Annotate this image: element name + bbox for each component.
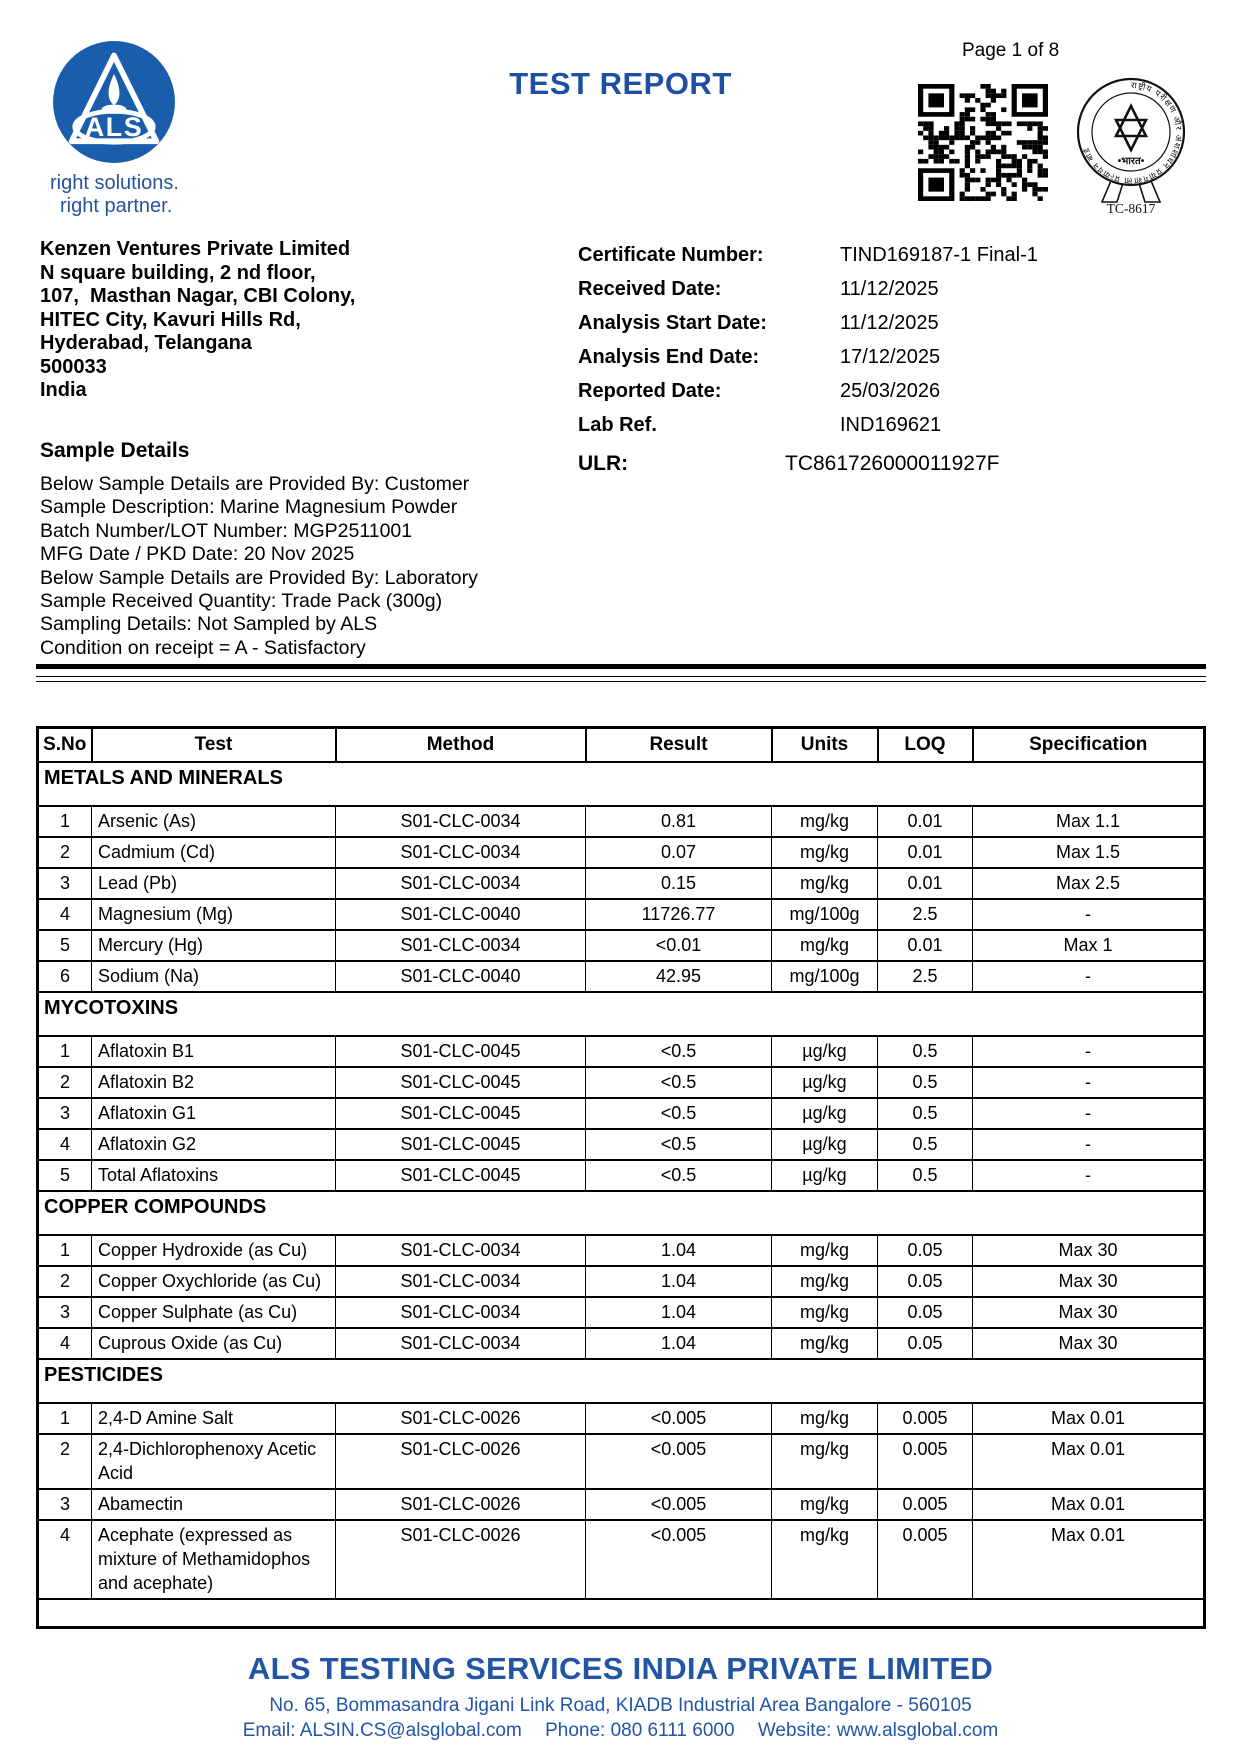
lab-email: Email: ALSIN.CS@alsglobal.com bbox=[242, 1720, 522, 1741]
certificate-field-label: Reported Date: bbox=[578, 380, 722, 402]
cell-loq: 0.01 bbox=[878, 837, 973, 868]
address-line: Kenzen Ventures Private Limited bbox=[40, 238, 351, 260]
results-header-row bbox=[38, 728, 1205, 763]
sample-detail-line: Sampling Details: Not Sampled by ALS bbox=[40, 613, 378, 636]
cell-units: mg/kg bbox=[772, 1328, 878, 1359]
nabl-seal bbox=[1068, 74, 1194, 214]
cell-sno: 4 bbox=[38, 899, 92, 930]
table-row bbox=[38, 1520, 1205, 1599]
cell-sno: 2 bbox=[38, 1434, 92, 1489]
cell-specification: - bbox=[973, 1098, 1205, 1129]
certificate-field-label: Lab Ref. bbox=[578, 414, 657, 436]
table-row bbox=[38, 1098, 1205, 1129]
table-row bbox=[38, 930, 1205, 961]
qr-code-icon bbox=[918, 84, 1048, 201]
cell-specification: - bbox=[973, 961, 1205, 992]
column-header: Specification bbox=[973, 728, 1205, 763]
cell-specification: Max 0.01 bbox=[973, 1434, 1205, 1489]
als-logo-text: ALS bbox=[84, 112, 144, 143]
cell-sno: 3 bbox=[38, 1297, 92, 1328]
cell-sno: 5 bbox=[38, 930, 92, 961]
page-number-label: Page 1 of 8 bbox=[962, 40, 1060, 61]
section-header-cell: PESTICIDES bbox=[38, 1359, 1205, 1403]
certificate-field-label: Analysis Start Date: bbox=[578, 312, 767, 334]
certificate-field-label: Analysis End Date: bbox=[578, 346, 760, 368]
cell-result: <0.005 bbox=[586, 1520, 772, 1599]
sample-detail-line: Below Sample Details are Provided By: Laboratory bbox=[40, 566, 478, 589]
tagline-line2: right partner. bbox=[60, 195, 173, 217]
cell-loq: 0.05 bbox=[878, 1235, 973, 1266]
cell-specification: - bbox=[973, 1129, 1205, 1160]
cell-specification: Max 0.01 bbox=[973, 1489, 1205, 1520]
table-row bbox=[38, 868, 1205, 899]
certificate-field-value: 25/03/2026 bbox=[840, 380, 941, 402]
cell-specification: Max 1.1 bbox=[973, 806, 1205, 837]
section-header-cell: COPPER COMPOUNDS bbox=[38, 1191, 1205, 1235]
cell-result: 0.81 bbox=[586, 806, 772, 837]
cell-test: Copper Oxychloride (as Cu) bbox=[92, 1266, 336, 1297]
lab-website: Website: www.alsglobal.com bbox=[757, 1720, 999, 1741]
cell-units: mg/kg bbox=[772, 837, 878, 868]
cell-specification: Max 1 bbox=[973, 930, 1205, 961]
cell-specification: Max 2.5 bbox=[973, 868, 1205, 899]
cell-loq: 0.5 bbox=[878, 1098, 973, 1129]
cell-units: mg/kg bbox=[772, 868, 878, 899]
cell-test: Lead (Pb) bbox=[92, 868, 336, 899]
cell-result: <0.5 bbox=[586, 1129, 772, 1160]
cell-specification: Max 30 bbox=[973, 1266, 1205, 1297]
certificate-field-label: Received Date: bbox=[578, 278, 722, 300]
cell-loq: 0.05 bbox=[878, 1266, 973, 1297]
cell-units: mg/kg bbox=[772, 1297, 878, 1328]
table-row bbox=[38, 1328, 1205, 1359]
table-row bbox=[38, 1235, 1205, 1266]
cell-units: µg/kg bbox=[772, 1036, 878, 1067]
cell-loq: 0.5 bbox=[878, 1067, 973, 1098]
cell-sno: 3 bbox=[38, 1098, 92, 1129]
cell-sno: 1 bbox=[38, 1403, 92, 1434]
address-line: 500033 bbox=[40, 355, 107, 378]
cell-specification: Max 30 bbox=[973, 1235, 1205, 1266]
cell-specification: - bbox=[973, 1036, 1205, 1067]
table-row bbox=[38, 1036, 1205, 1067]
lab-name: ALS TESTING SERVICES INDIA PRIVATE LIMITED bbox=[247, 1651, 994, 1686]
cell-test: Sodium (Na) bbox=[92, 961, 336, 992]
table-row bbox=[38, 1160, 1205, 1191]
cell-loq: 0.005 bbox=[878, 1434, 973, 1489]
cell-test: Aflatoxin B1 bbox=[92, 1036, 336, 1067]
cell-sno: 1 bbox=[38, 806, 92, 837]
cell-sno: 1 bbox=[38, 1036, 92, 1067]
section-header-row bbox=[38, 762, 1205, 806]
cell-result: 11726.77 bbox=[586, 899, 772, 930]
certificate-field-value: 17/12/2025 bbox=[840, 346, 941, 368]
lab-phone: Phone: 080 6111 6000 bbox=[545, 1720, 735, 1741]
column-header: Result bbox=[586, 728, 772, 763]
sample-details-lines bbox=[40, 473, 478, 660]
cell-test: Cuprous Oxide (as Cu) bbox=[92, 1328, 336, 1359]
certificate-field-value: 11/12/2025 bbox=[840, 312, 939, 334]
cell-units: mg/kg bbox=[772, 1520, 878, 1599]
cell-units: mg/kg bbox=[772, 930, 878, 961]
section-header-cell: METALS AND MINERALS bbox=[38, 762, 1205, 806]
cell-result: 1.04 bbox=[586, 1235, 772, 1266]
cell-method: S01-CLC-0045 bbox=[336, 1129, 586, 1160]
customer-address bbox=[40, 238, 355, 403]
cell-method: S01-CLC-0045 bbox=[336, 1160, 586, 1191]
cell-method: S01-CLC-0040 bbox=[336, 961, 586, 992]
certificate-info bbox=[578, 238, 1038, 442]
sample-details-heading: Sample Details bbox=[40, 439, 190, 462]
report-title: TEST REPORT bbox=[509, 66, 732, 101]
cell-result: 0.07 bbox=[586, 837, 772, 868]
seal-certificate-code: TC-8617 bbox=[1106, 201, 1156, 214]
cell-specification: Max 30 bbox=[973, 1297, 1205, 1328]
section-header-cell: MYCOTOXINS bbox=[38, 992, 1205, 1036]
cell-test: Aflatoxin G1 bbox=[92, 1098, 336, 1129]
cell-specification: - bbox=[973, 899, 1205, 930]
empty-cell bbox=[38, 1599, 1205, 1628]
ulr-label: ULR: bbox=[578, 452, 629, 475]
cell-result: 0.15 bbox=[586, 868, 772, 899]
cell-method: S01-CLC-0034 bbox=[336, 1297, 586, 1328]
table-row bbox=[38, 806, 1205, 837]
cell-test: Cadmium (Cd) bbox=[92, 837, 336, 868]
column-header: Method bbox=[336, 728, 586, 763]
cell-test: Arsenic (As) bbox=[92, 806, 336, 837]
logo-tagline bbox=[50, 172, 179, 218]
cell-units: mg/kg bbox=[772, 1266, 878, 1297]
cell-result: <0.005 bbox=[586, 1489, 772, 1520]
cell-sno: 2 bbox=[38, 1067, 92, 1098]
cell-result: 1.04 bbox=[586, 1297, 772, 1328]
cell-sno: 3 bbox=[38, 1489, 92, 1520]
section-header-row bbox=[38, 1191, 1205, 1235]
certificate-field-value: IND169621 bbox=[840, 414, 942, 436]
lab-contact bbox=[0, 1720, 1241, 1742]
cell-units: mg/kg bbox=[772, 1235, 878, 1266]
cell-loq: 0.5 bbox=[878, 1160, 973, 1191]
sample-details-section bbox=[40, 438, 478, 660]
cell-units: mg/kg bbox=[772, 1489, 878, 1520]
cell-result: <0.005 bbox=[586, 1434, 772, 1489]
nabl-seal-icon bbox=[1068, 74, 1194, 214]
cell-sno: 4 bbox=[38, 1129, 92, 1160]
section-header-row bbox=[38, 1359, 1205, 1403]
cell-loq: 0.05 bbox=[878, 1297, 973, 1328]
address-line: Hyderabad, Telangana bbox=[40, 332, 252, 354]
certificate-field-value: TIND169187-1 Final-1 bbox=[840, 244, 1038, 266]
cell-specification: Max 0.01 bbox=[973, 1520, 1205, 1599]
column-header: Test bbox=[92, 728, 336, 763]
cell-specification: - bbox=[973, 1067, 1205, 1098]
cell-test: Abamectin bbox=[92, 1489, 336, 1520]
results-table bbox=[36, 726, 1206, 1629]
cell-result: <0.005 bbox=[586, 1403, 772, 1434]
cell-method: S01-CLC-0034 bbox=[336, 1266, 586, 1297]
cell-result: <0.01 bbox=[586, 930, 772, 961]
cell-sno: 4 bbox=[38, 1328, 92, 1359]
certificate-field-value: 11/12/2025 bbox=[840, 278, 939, 300]
cell-sno: 6 bbox=[38, 961, 92, 992]
empty-row bbox=[38, 1599, 1205, 1628]
cell-test: Copper Sulphate (as Cu) bbox=[92, 1297, 336, 1328]
section-header-row bbox=[38, 992, 1205, 1036]
cell-sno: 1 bbox=[38, 1235, 92, 1266]
cell-sno: 2 bbox=[38, 837, 92, 868]
sample-detail-line: MFG Date / PKD Date: 20 Nov 2025 bbox=[40, 543, 355, 566]
cell-units: µg/kg bbox=[772, 1129, 878, 1160]
cell-sno: 3 bbox=[38, 868, 92, 899]
tagline-line1: right solutions. bbox=[50, 172, 179, 194]
address-line: N square building, 2 nd floor, bbox=[40, 261, 316, 284]
cell-loq: 0.5 bbox=[878, 1036, 973, 1067]
divider-thin bbox=[36, 676, 1206, 682]
cell-method: S01-CLC-0026 bbox=[336, 1520, 586, 1599]
cell-method: S01-CLC-0040 bbox=[336, 899, 586, 930]
cell-loq: 0.01 bbox=[878, 806, 973, 837]
cell-method: S01-CLC-0034 bbox=[336, 1235, 586, 1266]
cell-result: 1.04 bbox=[586, 1266, 772, 1297]
cell-units: µg/kg bbox=[772, 1160, 878, 1191]
cell-sno: 2 bbox=[38, 1266, 92, 1297]
certificate-field-label: Certificate Number: bbox=[578, 244, 764, 266]
cell-units: mg/100g bbox=[772, 961, 878, 992]
sample-detail-line: Condition on receipt = A - Satisfactory bbox=[40, 636, 366, 659]
table-row bbox=[38, 1297, 1205, 1328]
cell-method: S01-CLC-0026 bbox=[336, 1489, 586, 1520]
cell-loq: 0.01 bbox=[878, 868, 973, 899]
cell-method: S01-CLC-0045 bbox=[336, 1036, 586, 1067]
cell-test: Aflatoxin G2 bbox=[92, 1129, 336, 1160]
cell-result: 42.95 bbox=[586, 961, 772, 992]
cell-method: S01-CLC-0026 bbox=[336, 1403, 586, 1434]
cell-loq: 2.5 bbox=[878, 961, 973, 992]
cell-units: mg/kg bbox=[772, 806, 878, 837]
lab-footer bbox=[0, 1652, 1241, 1742]
table-row bbox=[38, 1489, 1205, 1520]
cell-test: Mercury (Hg) bbox=[92, 930, 336, 961]
cell-units: mg/kg bbox=[772, 1434, 878, 1489]
address-line: India bbox=[40, 379, 87, 401]
sample-detail-line: Batch Number/LOT Number: MGP2511001 bbox=[40, 519, 413, 542]
cell-sno: 5 bbox=[38, 1160, 92, 1191]
cell-result: <0.5 bbox=[586, 1160, 772, 1191]
table-row bbox=[38, 1403, 1205, 1434]
cell-method: S01-CLC-0045 bbox=[336, 1067, 586, 1098]
cell-loq: 2.5 bbox=[878, 899, 973, 930]
als-logo-icon bbox=[52, 40, 176, 164]
seal-country-text: •भारत• bbox=[1117, 156, 1145, 167]
cell-result: <0.5 bbox=[586, 1098, 772, 1129]
cell-units: mg/kg bbox=[772, 1403, 878, 1434]
cell-specification: Max 30 bbox=[973, 1328, 1205, 1359]
cell-specification: Max 1.5 bbox=[973, 837, 1205, 868]
table-row bbox=[38, 1434, 1205, 1489]
table-row bbox=[38, 837, 1205, 868]
cell-units: mg/100g bbox=[772, 899, 878, 930]
cell-loq: 0.005 bbox=[878, 1520, 973, 1599]
cell-loq: 0.005 bbox=[878, 1403, 973, 1434]
sample-detail-line: Sample Description: Marine Magnesium Powder bbox=[40, 496, 458, 519]
address-line: HITEC City, Kavuri Hills Rd, bbox=[40, 308, 301, 331]
lab-address: No. 65, Bommasandra Jigani Link Road, KIADB Industrial Area Bangalore - 560105 bbox=[269, 1695, 972, 1716]
cell-specification: Max 0.01 bbox=[973, 1403, 1205, 1434]
column-header: Units bbox=[772, 728, 878, 763]
als-logo bbox=[52, 40, 176, 164]
seal-ring-text: राष्ट्रीय परीक्षण और अंशशोधन प्रयोगशाला प्रत्यायन बोर्ड bbox=[1080, 79, 1185, 187]
table-row bbox=[38, 1266, 1205, 1297]
cell-specification: - bbox=[973, 1160, 1205, 1191]
table-row bbox=[38, 1067, 1205, 1098]
sample-detail-line: Sample Received Quantity: Trade Pack (300g) bbox=[40, 590, 443, 613]
cell-result: 1.04 bbox=[586, 1328, 772, 1359]
cell-result: <0.5 bbox=[586, 1036, 772, 1067]
cell-units: µg/kg bbox=[772, 1067, 878, 1098]
cell-method: S01-CLC-0034 bbox=[336, 1328, 586, 1359]
column-header: S.No bbox=[38, 728, 92, 763]
table-row bbox=[38, 1129, 1205, 1160]
cell-test: 2,4-D Amine Salt bbox=[92, 1403, 336, 1434]
cell-loq: 0.01 bbox=[878, 930, 973, 961]
cell-test: Copper Hydroxide (as Cu) bbox=[92, 1235, 336, 1266]
cell-test: Total Aflatoxins bbox=[92, 1160, 336, 1191]
sample-detail-line: Below Sample Details are Provided By: Customer bbox=[40, 473, 470, 495]
cell-method: S01-CLC-0045 bbox=[336, 1098, 586, 1129]
ulr-value: TC861726000011927F bbox=[785, 452, 1000, 475]
cell-result: <0.5 bbox=[586, 1067, 772, 1098]
table-row bbox=[38, 961, 1205, 992]
address-line: 107, Masthan Nagar, CBI Colony, bbox=[40, 285, 356, 307]
cell-method: S01-CLC-0026 bbox=[336, 1434, 586, 1489]
cell-method: S01-CLC-0034 bbox=[336, 806, 586, 837]
cell-method: S01-CLC-0034 bbox=[336, 868, 586, 899]
cell-method: S01-CLC-0034 bbox=[336, 930, 586, 961]
ulr-row bbox=[578, 452, 999, 476]
cell-sno: 4 bbox=[38, 1520, 92, 1599]
cell-test: Magnesium (Mg) bbox=[92, 899, 336, 930]
cell-test: 2,4-Dichlorophenoxy Acetic Acid bbox=[92, 1434, 336, 1489]
table-row bbox=[38, 899, 1205, 930]
cell-test: Aflatoxin B2 bbox=[92, 1067, 336, 1098]
column-header: LOQ bbox=[878, 728, 973, 763]
cell-loq: 0.05 bbox=[878, 1328, 973, 1359]
cell-loq: 0.5 bbox=[878, 1129, 973, 1160]
cell-test: Acephate (expressed as mixture of Methamidophos and acephate) bbox=[92, 1520, 336, 1599]
cell-loq: 0.005 bbox=[878, 1489, 973, 1520]
cell-method: S01-CLC-0034 bbox=[336, 837, 586, 868]
divider-thick bbox=[36, 664, 1206, 669]
cell-units: µg/kg bbox=[772, 1098, 878, 1129]
